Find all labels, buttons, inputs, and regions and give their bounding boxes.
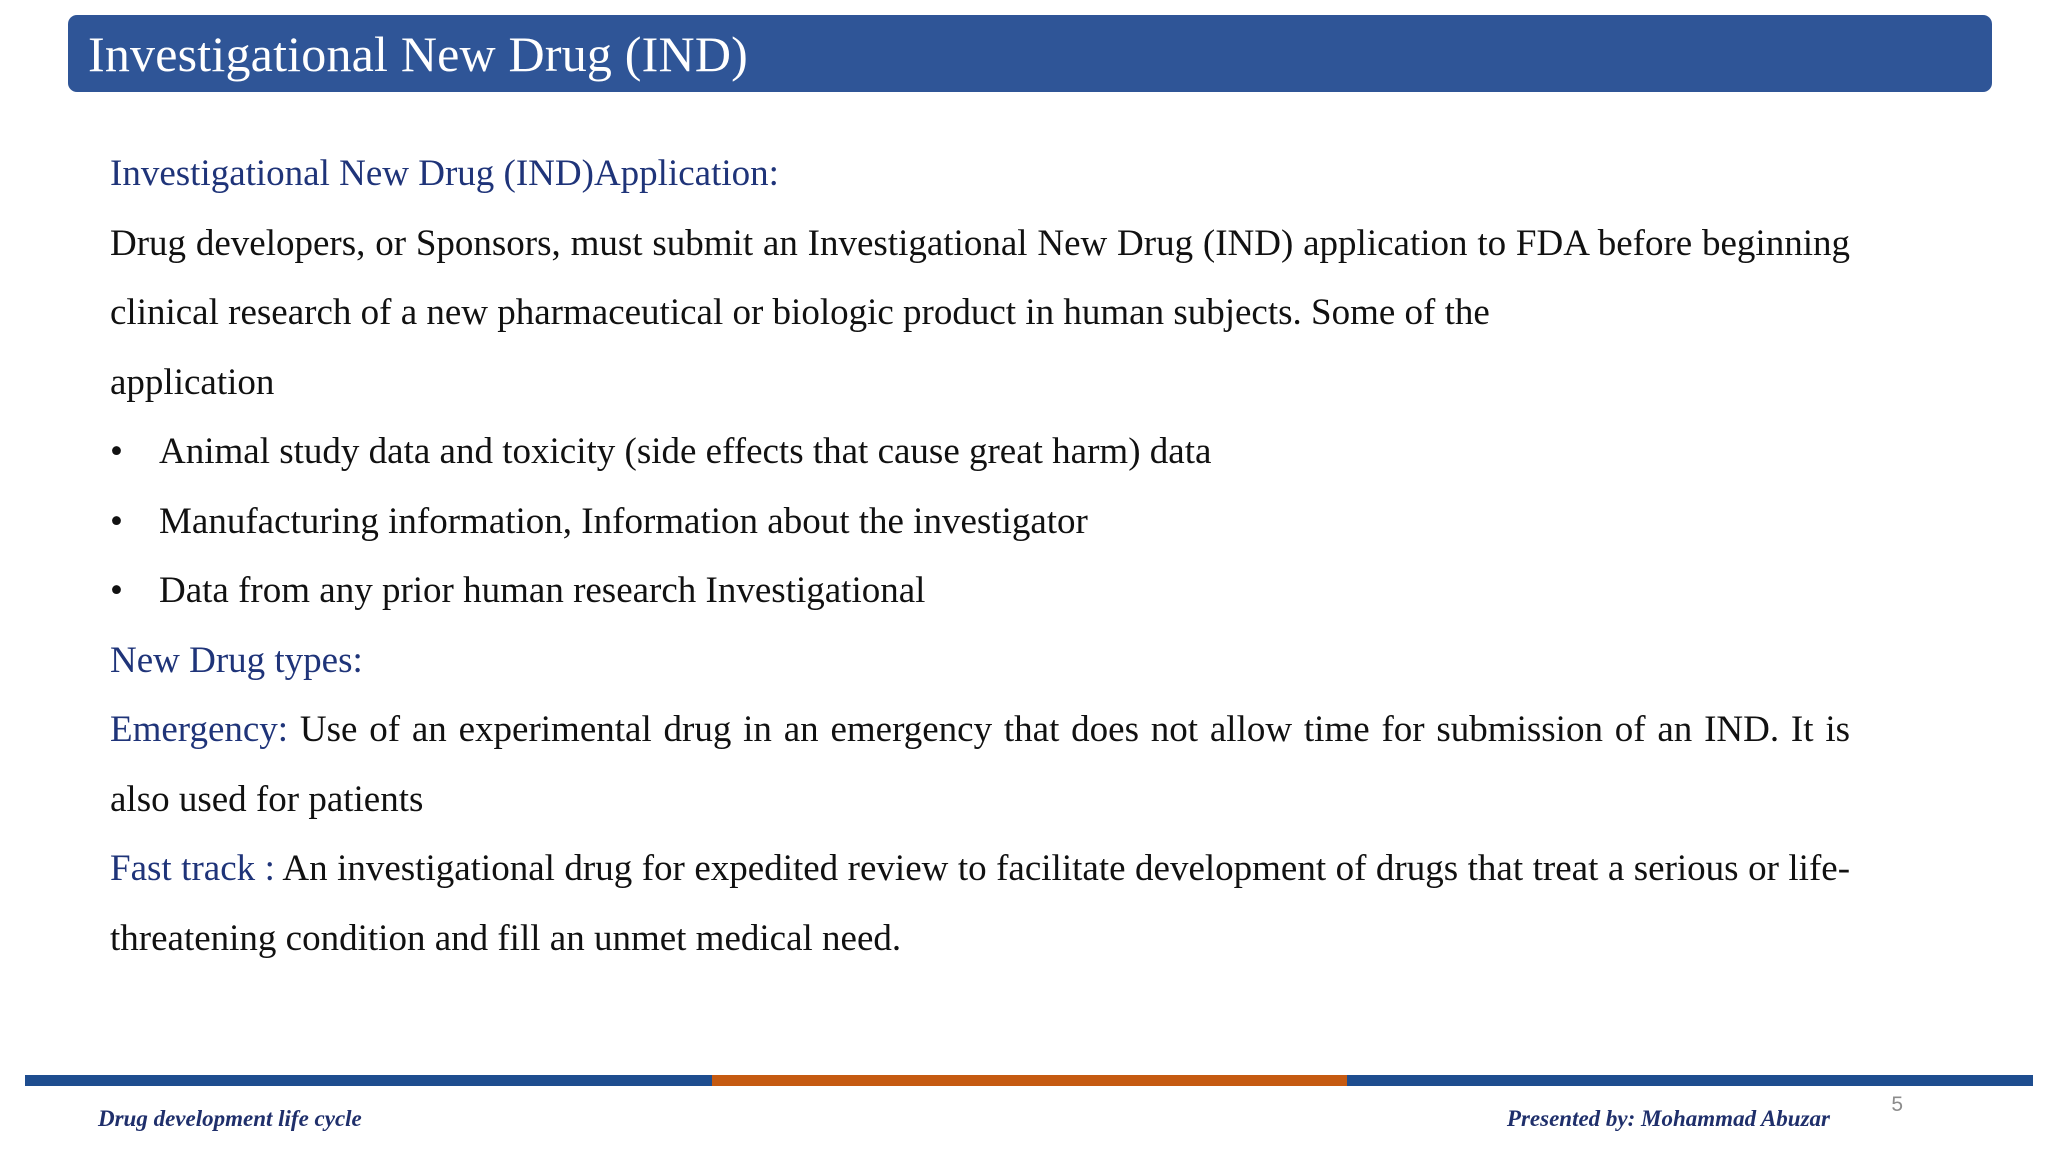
intro-continuation: application [110, 361, 275, 403]
footer-line-right [1347, 1075, 2033, 1086]
bullet-text: Animal study data and toxicity (side effects that cause great harm) data [159, 431, 1212, 472]
bullet-icon: • [110, 431, 123, 472]
bullet-list [110, 417, 1850, 626]
footer-line-left [25, 1075, 712, 1086]
types-heading: New Drug types: [110, 639, 363, 681]
emergency-text: Use of an experimental drug in an emergency that does not allow time for submission of an IND. It is also used for patients [110, 709, 1850, 820]
fast-track-label: Fast track : [110, 848, 275, 889]
bullet-item [110, 487, 1850, 557]
bullet-icon: • [110, 570, 123, 611]
footer-line-middle [712, 1075, 1347, 1086]
emergency-label: Emergency: [110, 709, 289, 750]
title-bar [68, 15, 1992, 92]
intro-paragraph: Drug developers, or Sponsors, must submit an Investigational New Drug (IND) application to FDA before beginning clinical research of a new pharmaceutical or biologic product in human subjects. Some of the [110, 222, 1850, 333]
section-heading: Investigational New Drug (IND)Application: [110, 153, 779, 194]
bullet-item [110, 417, 1850, 487]
fast-track-paragraph [110, 834, 1850, 973]
footer-presenter: Presented by: Mohammad Abuzar [1506, 1106, 1830, 1131]
bullet-icon: • [110, 500, 123, 542]
footer-course-title: Drug development life cycle [98, 1106, 362, 1131]
slide-content [110, 139, 1850, 973]
page-number: 5 [1891, 1093, 1903, 1116]
bullet-text: Manufacturing information, Information about the investigator [159, 500, 1088, 542]
slide-title: Investigational New Drug (IND) [88, 25, 748, 82]
bullet-item [110, 556, 1850, 626]
bullet-text: Data from any prior human research Investigational [159, 570, 926, 611]
emergency-paragraph [110, 695, 1850, 834]
fast-track-text: An investigational drug for expedited review to facilitate development of drugs that treat a serious or life-threatening condition and fill an unmet medical need. [110, 848, 1851, 959]
